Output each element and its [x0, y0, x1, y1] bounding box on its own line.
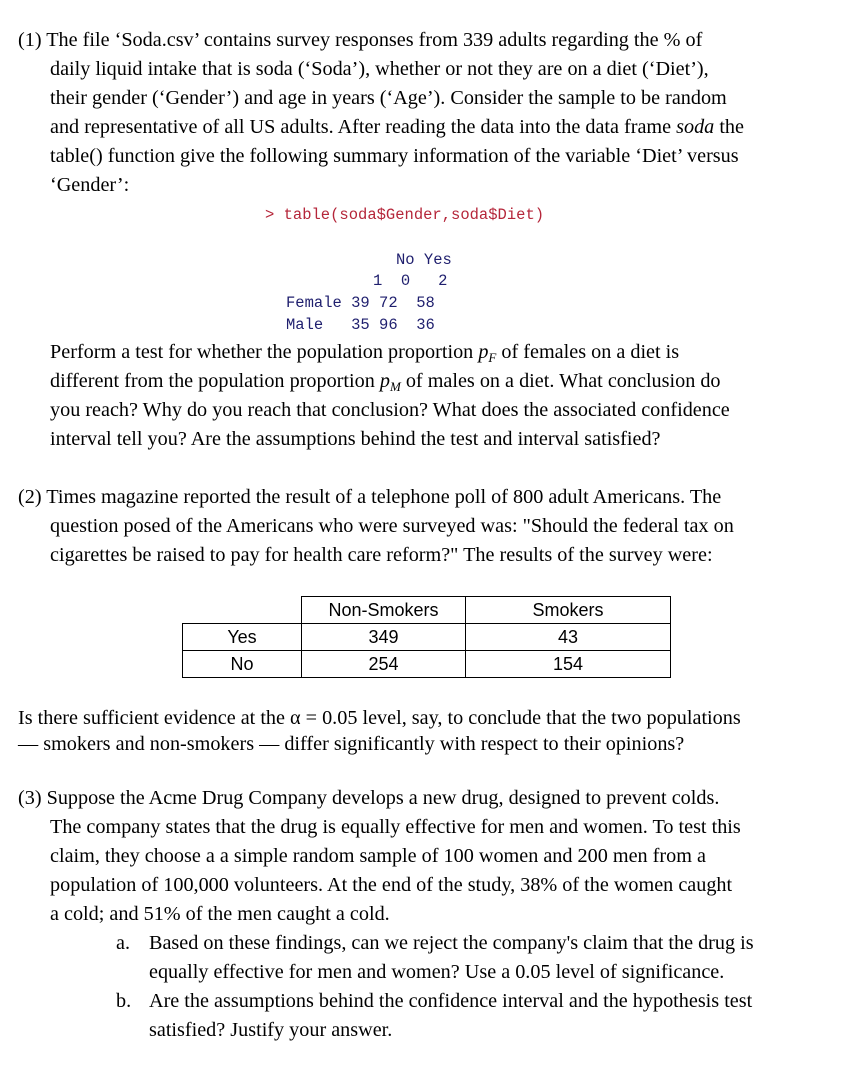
table-cell: 154: [466, 651, 671, 678]
table-row: [183, 651, 671, 678]
q3-item-a-marker: a.: [116, 932, 131, 954]
r-command: > table(soda$Gender,soda$Diet): [265, 206, 545, 224]
table-cell: 349: [302, 624, 466, 651]
table-header: Smokers: [466, 597, 671, 624]
q3-item-b-line-1: Are the assumptions behind the confidence interval and the hypothesis test: [149, 990, 753, 1012]
table-header: Non-Smokers: [302, 597, 466, 624]
q1-line-3: their gender (‘Gender’) and age in years (‘Age’). Consider the sample to be random: [50, 87, 727, 109]
emph-soda: soda: [676, 116, 715, 138]
q1-line-4: and representative of all US adults. After reading the data into the data frame soda the: [50, 116, 744, 138]
r-output-female: Female 39 72 58: [286, 294, 435, 312]
r-output-index: 1 0 2: [373, 272, 448, 290]
table-header-row: [183, 597, 671, 624]
q1-line-6: ‘Gender’:: [50, 174, 130, 196]
survey-table: [182, 596, 671, 678]
q1-after-line-3: you reach? Why do you reach that conclusion? What does the associated confidence: [50, 399, 730, 421]
r-output-male: Male 35 96 36: [286, 316, 435, 334]
r-output-header: No Yes: [396, 251, 452, 269]
q3-item-a-line-2: equally effective for men and women? Use a 0.05 level of significance.: [149, 961, 725, 983]
row-label: No: [183, 651, 302, 678]
table-corner: [183, 597, 302, 624]
q3-line-3: claim, they choose a a simple random sample of 100 women and 200 men from a: [50, 845, 706, 867]
q3-line-4: population of 100,000 volunteers. At the end of the study, 38% of the women caught: [50, 874, 733, 896]
q3-line-1: (3) Suppose the Acme Drug Company develops a new drug, designed to prevent colds.: [18, 787, 720, 809]
q3-item-a-line-1: Based on these findings, can we reject the company's claim that the drug is: [149, 932, 754, 954]
row-label: Yes: [183, 624, 302, 651]
q1-line-1: (1) The file ‘Soda.csv’ contains survey responses from 339 adults regarding the % of: [18, 29, 703, 51]
q3-line-2: The company states that the drug is equally effective for men and women. To test this: [50, 816, 741, 838]
table-cell: 43: [466, 624, 671, 651]
q2-line-3: cigarettes be raised to pay for health care reform?" The results of the survey were:: [50, 544, 713, 566]
table-cell: 254: [302, 651, 466, 678]
q3-item-b-line-2: satisfied? Justify your answer.: [149, 1019, 393, 1041]
q2-line-2: question posed of the Americans who were surveyed was: "Should the federal tax on: [50, 515, 734, 537]
q3-line-5: a cold; and 51% of the men caught a cold.: [50, 903, 390, 925]
q1-after-line-4: interval tell you? Are the assumptions behind the test and interval satisfied?: [50, 428, 661, 450]
q2-after-line-1: Is there sufficient evidence at the α = 0.05 level, say, to conclude that the two populations: [18, 707, 741, 729]
table-row: [183, 624, 671, 651]
q1-after-line-1: Perform a test for whether the population proportion $p_F$ of females on a diet is: [50, 341, 680, 365]
q1-line-5: table() function give the following summary information of the variable ‘Diet’ versus: [50, 145, 739, 167]
q2-after-line-2: — smokers and non-smokers — differ significantly with respect to their opinions?: [18, 733, 685, 755]
q3-item-b-marker: b.: [116, 990, 132, 1012]
q1-line-2: daily liquid intake that is soda (‘Soda’), whether or not they are on a diet (‘Diet’),: [50, 58, 709, 80]
q2-line-1: (2) Times magazine reported the result of a telephone poll of 800 adult Americans. The: [18, 486, 722, 508]
q1-after-line-2: different from the population proportion $p_M$ of males on a diet. What conclusion do: [50, 370, 721, 394]
